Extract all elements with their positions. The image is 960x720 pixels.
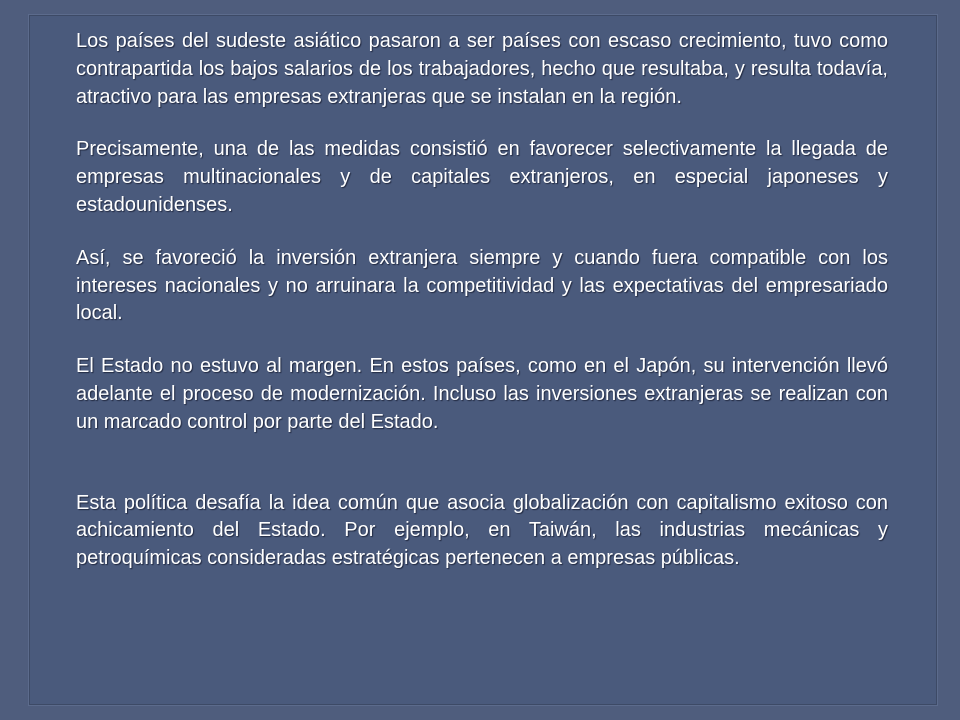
paragraph-5: Esta política desafía la idea común que asocia globalización con capitalismo exitoso con achicamiento del Estado. Por ejemplo, en Taiwán, las industrias mecánicas y petroquímicas consideradas estratégicas pertenecen a empresas públicas. (76, 491, 888, 570)
paragraph-1: Los países del sudeste asiático pasaron a ser países con escaso crecimiento, tuvo como contrapartida los bajos salarios de los trabajadores, hecho que resultaba, y resulta todavía, atractivo para las empresas extranjeras que se instalan en la región. (76, 30, 888, 108)
paragraph-3: Así, se favoreció la inversión extranjera siempre y cuando fuera compatible con los intereses nacionales y no arruinara la competitividad y las expectativas del empresariado local. (76, 246, 888, 325)
paragraph-spacer (76, 328, 888, 353)
paragraph-spacer (76, 437, 888, 490)
paragraph-spacer (76, 111, 888, 136)
paragraph-4: El Estado no estuvo al margen. En estos países, como en el Japón, su intervención llevó adelante el proceso de modernización. Incluso las inversiones extranjeras se realizan con un marcado control por parte del Estado. (76, 355, 888, 433)
paragraph-spacer (76, 220, 888, 245)
paragraph-2: Precisamente, una de las medidas consistió en favorecer selectivamente la llegada de empresas multinacionales y de capitales extranjeros, en especial japoneses y estadounidenses. (76, 138, 888, 216)
body-text (76, 28, 888, 573)
